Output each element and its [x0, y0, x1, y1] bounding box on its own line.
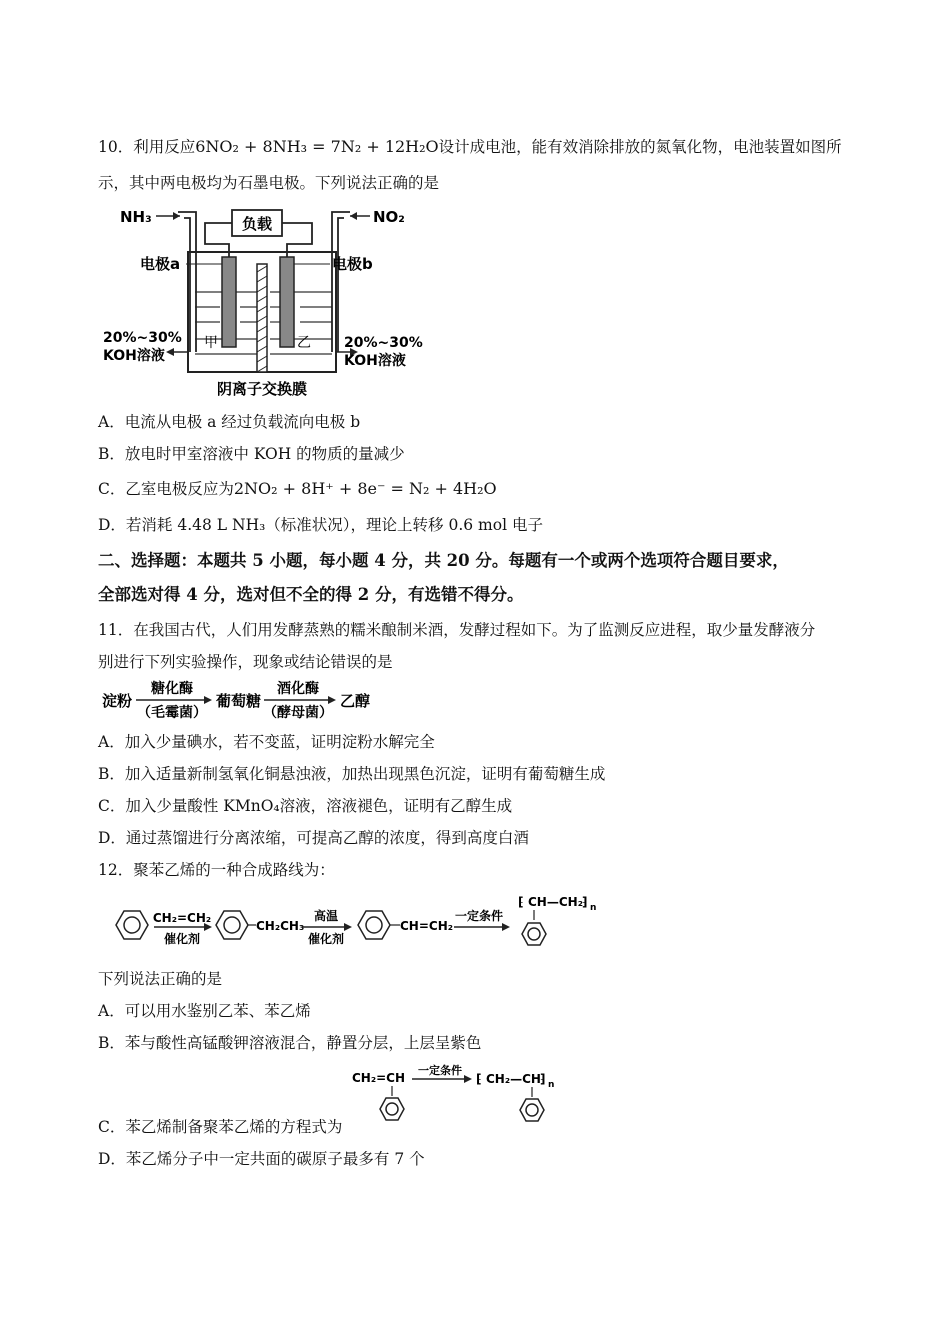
benzene-ring-5 — [380, 1098, 404, 1120]
no2-label: NO₂ — [373, 208, 405, 226]
high-temp-label: 高温 — [313, 909, 339, 923]
q10-stem-text: 设计成电池，能有效消除排放的氮氧化物，电池装置如图所 — [438, 138, 842, 156]
q11-option-d: D．通过蒸馏进行分离浓缩，可提高乙醇的浓度，得到高度白酒 — [98, 829, 529, 847]
benzene-ring-2 — [216, 911, 248, 939]
cond1-label: （毛霉菌） — [137, 705, 207, 721]
q11-stem-line2: 别进行下列实验操作，现象或结论错误的是 — [98, 653, 393, 671]
glucose-label: 葡萄糖 — [216, 692, 262, 710]
eqc-polymer-chain: CH₂—CH — [486, 1072, 541, 1086]
nh3-label: NH₃ — [120, 208, 152, 226]
membrane-label: 阴离子交换膜 — [216, 380, 308, 398]
room-b-label: 乙 — [297, 335, 311, 351]
q12-polymerization-equation — [350, 1064, 580, 1134]
q12-option-c: C．苯乙烯制备聚苯乙烯的方程式为 — [98, 1118, 343, 1136]
electrode-a-rod — [222, 257, 236, 347]
vinyl-group: CH=CH₂ — [400, 919, 454, 933]
electrode-a-label: 电极a — [140, 255, 181, 273]
q10-option-d: D．若消耗 4.48 L NH₃（标准状况），理论上转移 0.6 mol 电子 — [98, 516, 543, 534]
q12-stem-line1: 12．聚苯乙烯的一种合成路线为： — [98, 861, 335, 879]
benzene-ring-1 — [116, 911, 148, 939]
left-solution-name: KOH溶液 — [103, 348, 165, 364]
eqc-condition: 一定条件 — [418, 1064, 462, 1077]
q10-number-text: 10．利用反应 — [98, 138, 196, 156]
enzyme1-label: 糖化酶 — [151, 681, 193, 697]
catalyst1-label: 催化剂 — [163, 932, 201, 946]
polymer-bracket-left: ⁅ — [518, 895, 524, 909]
condition3-label: 一定条件 — [454, 909, 504, 923]
ethyl-group: CH₂CH₃ — [256, 919, 305, 933]
benzene-ring-3 — [358, 911, 390, 939]
q10-option-a: A．电流从电极 a 经过负载流向电极 b — [98, 413, 361, 431]
starch-label: 淀粉 — [102, 692, 133, 710]
section2-heading-line2: 全部选对得 4 分，选对但不全的得 2 分，有选错不得分。 — [98, 585, 524, 604]
benzene-ring-4 — [522, 923, 546, 945]
q11-option-a: A．加入少量碘水，若不变蓝，证明淀粉水解完全 — [98, 733, 435, 751]
q12-stem-line2: 下列说法正确的是 — [98, 970, 223, 988]
ethylene-reagent: CH₂=CH₂ — [152, 911, 212, 925]
cond2-label: （酵母菌） — [263, 705, 333, 721]
enzyme2-label: 酒化酶 — [277, 681, 319, 697]
polymer-n: n — [590, 903, 597, 913]
q10-option-c-equation: 2NO₂ + 8H⁺ + 8e⁻ = N₂ + 4H₂O — [233, 479, 497, 498]
ethanol-label: 乙醇 — [340, 692, 371, 710]
benzene-ring-6 — [520, 1099, 544, 1121]
right-solution-name: KOH溶液 — [344, 353, 406, 369]
eqc-bracket-right: ⁆ — [540, 1072, 546, 1086]
q12-option-d: D．苯乙烯分子中一定共面的碳原子最多有 7 个 — [98, 1150, 425, 1168]
q12-option-a: A．可以用水鉴别乙苯、苯乙烯 — [98, 1002, 311, 1020]
load-label: 负载 — [241, 215, 273, 233]
q10-stem-line2: 示，其中两电极均为石墨电极。下列说法正确的是 — [98, 174, 440, 192]
styrene-monomer: CH₂=CH — [352, 1071, 406, 1085]
q10-equation: 6NO₂ + 8NH₃ = 7N₂ + 12H₂O — [195, 137, 439, 156]
q10-option-c — [98, 478, 497, 500]
left-solution-conc: 20%~30% — [103, 330, 182, 346]
q10-option-c-text: C．乙室电极反应为 — [98, 480, 234, 498]
q10-stem-line1 — [98, 136, 842, 158]
q10-option-b: B．放电时甲室溶液中 KOH 的物质的量减少 — [98, 445, 405, 463]
q11-option-b: B．加入适量新制氢氧化铜悬浊液，加热出现黑色沉淀，证明有葡萄糖生成 — [98, 765, 606, 783]
room-a-label: 甲 — [204, 335, 218, 351]
q11-option-c: C．加入少量酸性 KMnO₄溶液，溶液褪色，证明有乙醇生成 — [98, 797, 513, 815]
q11-fermentation-scheme — [100, 680, 400, 722]
electrode-b-label: 电极b — [332, 255, 373, 273]
section2-heading-line1: 二、选择题：本题共 5 小题，每小题 4 分，共 20 分。每题有一个或两个选项符合题目要求， — [98, 551, 789, 570]
q12-option-b: B．苯与酸性高锰酸钾溶液混合，静置分层，上层呈紫色 — [98, 1034, 482, 1052]
polymer-bracket-right: ⁆ — [582, 895, 588, 909]
catalyst2-label: 催化剂 — [307, 932, 345, 946]
eqc-n: n — [548, 1080, 555, 1090]
polystyrene-chain: CH—CH₂ — [528, 895, 583, 909]
q12-synthesis-route — [98, 890, 618, 960]
q11-stem-line1: 11．在我国古代，人们用发酵蒸熟的糯米酿制米酒，发酵过程如下。为了监测反应进程，取少量发酵液分 — [98, 621, 816, 639]
electrode-b-rod — [280, 257, 294, 347]
q10-battery-diagram — [100, 202, 430, 402]
right-solution-conc: 20%~30% — [344, 335, 423, 351]
eqc-bracket-left: ⁅ — [476, 1072, 482, 1086]
